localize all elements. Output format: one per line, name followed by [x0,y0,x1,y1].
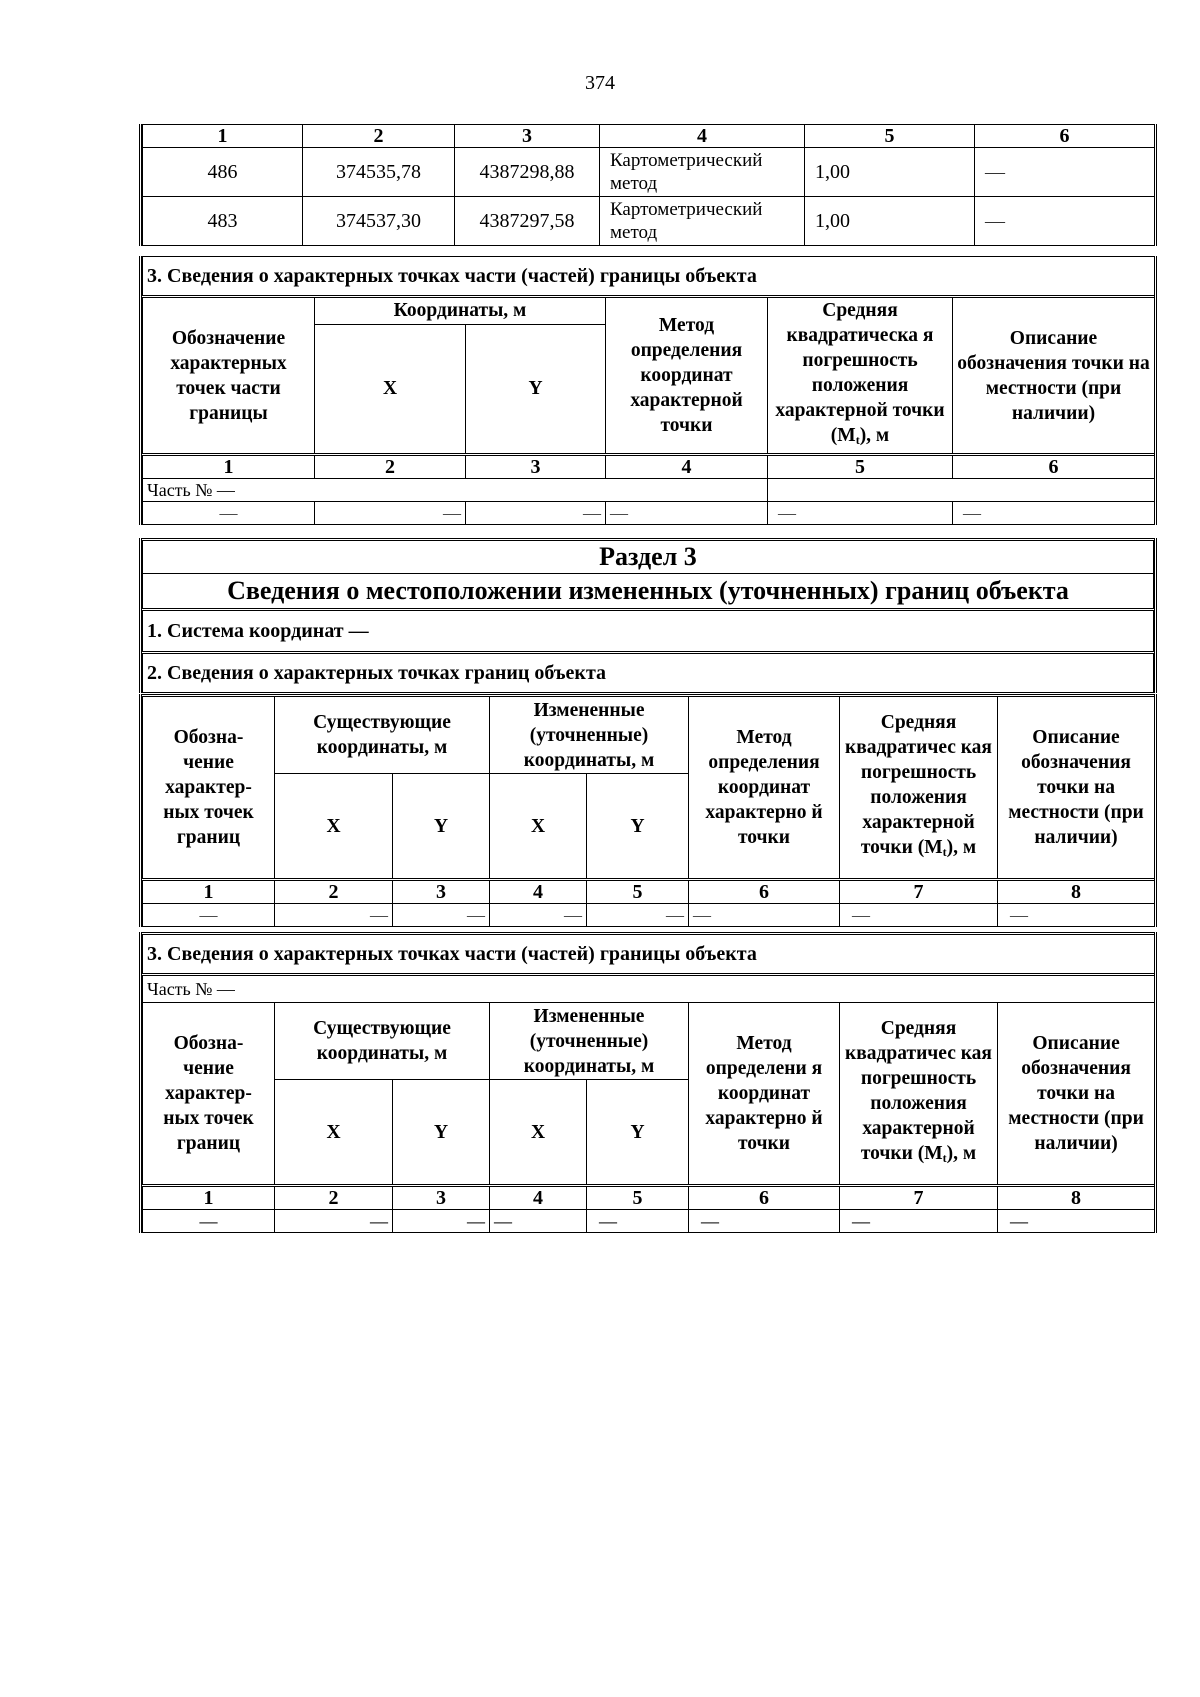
col-number: 3 [393,1186,490,1210]
col-number: 1 [143,1186,275,1210]
dash-cell: — [587,1210,689,1233]
error-header-tail: ), м [946,1143,977,1164]
section-title-row [143,540,1154,574]
table-row [143,1210,1155,1233]
y-coordinate: 4387297,58 [455,197,600,246]
col-number: 4 [490,1186,587,1210]
error-header [840,1003,998,1186]
col-number: 8 [998,880,1155,904]
description-value: — [975,148,1155,197]
coord-system-row [143,610,1154,653]
method-line: метод [610,222,658,243]
section-subtitle-row [143,574,1154,610]
part-label-row [143,975,1155,1003]
error-header-tail: ), м [946,837,977,858]
part-label: Часть № — [143,975,1155,1003]
error-header-sub: t [942,1151,947,1165]
x-header: X [490,1080,587,1186]
empty-cell [768,479,1155,502]
x-coordinate: 374537,30 [303,197,455,246]
description-header: Описание обозначения точки на местности (при наличии) [998,696,1155,880]
designation-header: Обозна- чение характер- ных точек границ [143,696,275,880]
designation-header: Обозна- чение характер- ных точек границ [143,1003,275,1186]
error-header-text: Средняя квадратичес кая погрешность положения характерной точки (M [845,1018,992,1164]
dash-cell: — [143,904,275,927]
changed-points-table [139,694,1157,927]
error-header-text: Средняя квадратическа я погрешность положения характерной точки (M [775,300,945,446]
table-row [143,502,1155,525]
method-header: Метод определени я координат характерно й точки [689,1003,840,1186]
error-header-tail: ), м [859,425,890,446]
error-header-text: Средняя квадратичес кая погрешность положения характерной точки (M [845,712,992,858]
dash-cell: — [840,1210,998,1233]
coord-system: 1. Система координат — [143,610,1154,653]
dash-cell: — [606,502,768,525]
y-header: Y [587,1080,689,1186]
col-number: 3 [393,880,490,904]
col-number: 5 [768,455,953,479]
method-cell [600,197,805,246]
col-number: 1 [143,880,275,904]
x-header: X [490,774,587,880]
error-header-sub: t [855,433,860,447]
part-label-row [143,479,1155,502]
dash-cell: — [275,904,393,927]
changed-coords-header: Измененные (уточненные) координаты, м [490,1003,689,1080]
changed-part-points-table [139,932,1157,1233]
coordinates-header: Координаты, м [315,297,606,325]
header-row [143,297,1155,325]
dash-cell: — [143,502,315,525]
section-heading-row [143,934,1155,975]
error-header [768,297,953,455]
existing-coords-header: Существующие координаты, м [275,1003,490,1080]
col-numbers-row [143,455,1155,479]
part-points-table [139,256,1157,525]
error-header [840,696,998,880]
method-cell [600,148,805,197]
col-number: 2 [315,455,466,479]
points-title-row [143,653,1154,693]
method-line: метод [610,173,658,194]
dash-cell: — [953,502,1155,525]
top-table [139,124,1157,246]
dash-cell: — [689,904,840,927]
x-header: X [315,324,466,454]
table-row [143,148,1155,197]
table-row [143,197,1155,246]
designation-header: Обозначение характерных точек части границы [143,297,315,455]
col-number: 6 [689,880,840,904]
dash-cell: — [490,904,587,927]
x-coordinate: 374535,78 [303,148,455,197]
col-numbers-row [143,1186,1155,1210]
dash-cell: — [998,904,1155,927]
x-header: X [275,774,393,880]
description-header: Описание обозначения точки на местности (при наличии) [998,1003,1155,1186]
dash-cell: — [466,502,606,525]
col-number: 2 [275,880,393,904]
y-header: Y [393,774,490,880]
y-coordinate: 4387298,88 [455,148,600,197]
col-number: 2 [275,1186,393,1210]
dash-cell: — [689,1210,840,1233]
section3-block [139,538,1157,693]
col-number: 5 [587,880,689,904]
point-number: 486 [143,148,303,197]
col-number: 2 [303,125,455,148]
col-number: 6 [953,455,1155,479]
error-header-sub: t [942,845,947,859]
method-header: Метод определения координат характерной точки [606,297,768,455]
points-title: 2. Сведения о характерных точках границ объекта [143,653,1154,693]
y-header: Y [393,1080,490,1186]
y-header: Y [587,774,689,880]
col-number: 7 [840,1186,998,1210]
col-number: 5 [587,1186,689,1210]
col-number: 5 [805,125,975,148]
section-title: Раздел 3 [143,540,1154,574]
error-value: 1,00 [805,148,975,197]
dash-cell: — [315,502,466,525]
dash-cell: — [768,502,953,525]
col-number: 1 [143,125,303,148]
col-number: 1 [143,455,315,479]
dash-cell: — [143,1210,275,1233]
description-value: — [975,197,1155,246]
dash-cell: — [998,1210,1155,1233]
part-points-title: 3. Сведения о характерных точках части (частей) границы объекта [143,934,1155,975]
col-number: 3 [455,125,600,148]
header-row [143,1003,1155,1080]
part-points-title: 3. Сведения о характерных точках части (частей) границы объекта [143,257,1155,297]
x-header: X [275,1080,393,1186]
dash-cell: — [490,1210,587,1233]
col-number: 4 [606,455,768,479]
part-label: Часть № — [143,479,768,502]
page-number: 374 [585,72,615,94]
top-table-col-numbers [143,125,1155,148]
method-line: Картометрический [610,150,763,171]
dash-cell: — [393,1210,490,1233]
col-number: 6 [975,125,1155,148]
dash-cell: — [840,904,998,927]
method-line: Картометрический [610,199,763,220]
error-value: 1,00 [805,197,975,246]
col-number: 4 [490,880,587,904]
col-numbers-row [143,880,1155,904]
col-number: 8 [998,1186,1155,1210]
point-number: 483 [143,197,303,246]
dash-cell: — [275,1210,393,1233]
description-header: Описание обозначения точки на местности (при наличии) [953,297,1155,455]
col-number: 6 [689,1186,840,1210]
dash-cell: — [393,904,490,927]
y-header: Y [466,324,606,454]
section-heading-row [143,257,1155,297]
col-number: 7 [840,880,998,904]
existing-coords-header: Существующие координаты, м [275,696,490,774]
section-subtitle: Сведения о местоположении измененных (уточненных) границ объекта [143,574,1154,610]
header-row [143,696,1155,774]
method-header: Метод определения координат характерно й точки [689,696,840,880]
table-row [143,904,1155,927]
col-number: 3 [466,455,606,479]
changed-coords-header: Измененные (уточненные) координаты, м [490,696,689,774]
dash-cell: — [587,904,689,927]
col-number: 4 [600,125,805,148]
